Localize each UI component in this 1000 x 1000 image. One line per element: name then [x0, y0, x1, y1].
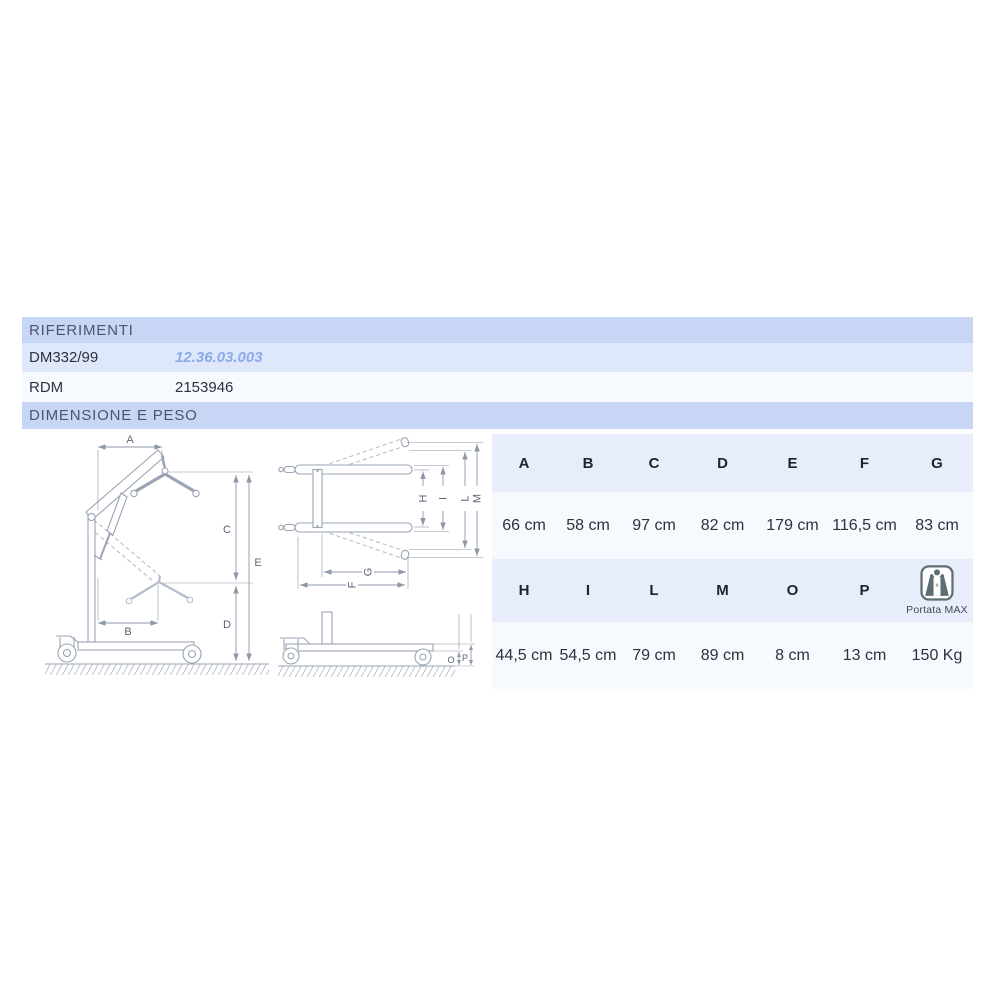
base-side-view-drawing — [278, 612, 474, 677]
value-capacity: 150 Kg — [911, 646, 963, 664]
dimensione-section-header — [22, 402, 973, 429]
rdm-value: 2153946 — [175, 378, 234, 396]
technical-drawings — [22, 430, 495, 689]
col-header-o: O — [786, 582, 799, 599]
dim-label-p: P — [461, 653, 469, 663]
value-g: 83 cm — [915, 516, 959, 534]
top-view-drawing — [279, 437, 412, 560]
dim-label-m: M — [471, 493, 484, 504]
reference-row-rdm — [22, 372, 973, 402]
value-b: 58 cm — [566, 516, 610, 534]
col-header-g: G — [931, 454, 943, 472]
dm-code-value: 12.36.03.003 — [175, 349, 263, 366]
value-o: 8 cm — [775, 646, 810, 664]
col-header-c: C — [648, 454, 660, 472]
dim-label-c: C — [223, 524, 231, 536]
riferimenti-title: RIFERIMENTI — [29, 321, 134, 339]
dim-label-i: I — [437, 496, 450, 501]
dim-label-g: G — [362, 567, 375, 577]
capacity-header-cell — [901, 559, 973, 622]
dim-label-d: D — [223, 619, 231, 631]
dim-label-a: A — [126, 434, 134, 446]
col-header-b: B — [582, 454, 594, 472]
value-f: 116,5 cm — [832, 516, 897, 534]
riferimenti-section-header — [22, 317, 973, 343]
dimension-table-header-row-1 — [492, 434, 973, 492]
weight-capacity-icon — [920, 565, 954, 602]
dim-label-h: H — [417, 494, 430, 503]
col-header-e: E — [787, 454, 798, 472]
dim-label-f: F — [346, 581, 359, 589]
dimension-table-value-row-2 — [492, 622, 973, 689]
dm-label: DM332/99 — [29, 349, 99, 366]
value-p: 13 cm — [842, 646, 887, 664]
col-header-h: H — [518, 582, 530, 599]
value-a: 66 cm — [502, 516, 546, 534]
col-header-f: F — [859, 454, 870, 472]
ground-hatch — [45, 664, 269, 675]
col-header-d: D — [717, 454, 728, 472]
col-header-m: M — [716, 582, 729, 599]
value-m: 89 cm — [700, 646, 745, 664]
dim-label-l: L — [459, 495, 472, 502]
col-header-a: A — [518, 454, 530, 472]
dim-label-b: B — [124, 626, 132, 638]
value-i: 54,5 cm — [559, 646, 617, 664]
dimension-table-header-row-2 — [492, 559, 973, 622]
value-d: 82 cm — [700, 516, 745, 534]
dim-label-e: E — [254, 557, 262, 569]
col-header-l: L — [649, 582, 659, 599]
capacity-label: Portata MAX — [906, 604, 968, 616]
value-e: 179 cm — [766, 516, 819, 534]
value-c: 97 cm — [632, 516, 676, 534]
dimension-table-value-row-1 — [492, 492, 973, 559]
rdm-label: RDM — [29, 378, 64, 396]
dimensione-title: DIMENSIONE E PESO — [29, 407, 198, 424]
dim-label-o: O — [447, 655, 455, 665]
value-h: 44,5 cm — [495, 646, 553, 664]
col-header-p: P — [859, 582, 870, 599]
value-l: 79 cm — [632, 646, 676, 664]
col-header-i: I — [585, 582, 591, 599]
side-view-drawing — [45, 450, 269, 675]
reference-row-dm — [22, 343, 973, 372]
